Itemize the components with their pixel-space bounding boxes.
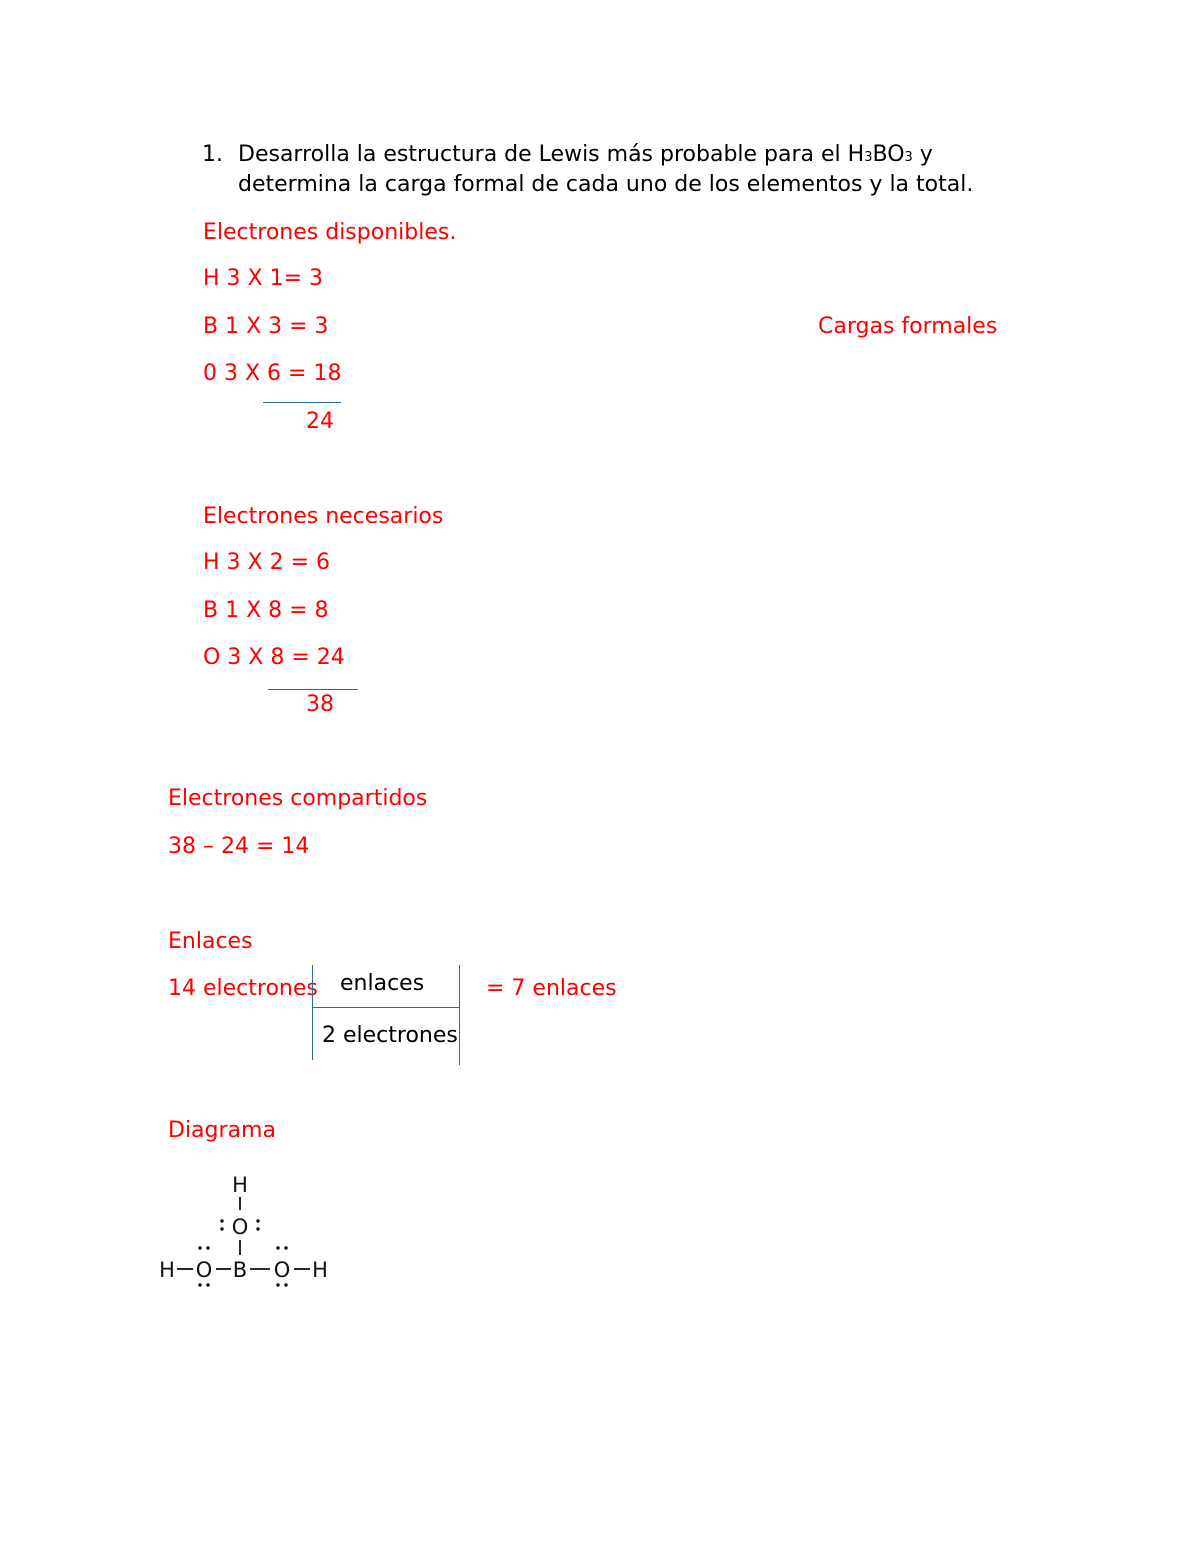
question-line-2: determina la carga formal de cada uno de los elementos y la total.: [238, 172, 974, 197]
necesarios-row-h: H 3 X 2 = 6: [203, 550, 331, 575]
heading-compartidos: Electrones compartidos: [168, 786, 428, 811]
heading-disponibles: Electrones disponibles.: [203, 220, 457, 245]
lone-pair-dot: [206, 1283, 209, 1286]
atom-o-top: O: [231, 1215, 249, 1239]
subscript-3-o: 3: [904, 150, 913, 165]
cargas-formales-label: Cargas formales: [818, 314, 998, 339]
atom-h-top: H: [232, 1173, 248, 1197]
subscript-3-h: 3: [864, 150, 873, 165]
fraction-right-bar: [459, 965, 460, 1065]
question-line-1-end: y: [912, 142, 933, 167]
compartidos-equation: 38 – 24 = 14: [168, 834, 310, 859]
lone-pair-dot: [256, 1219, 259, 1222]
lone-pair-dot: [284, 1283, 287, 1286]
lone-pair-dot: [256, 1227, 259, 1230]
enlaces-left: 14 electrones: [168, 976, 318, 1001]
question-number: 1.: [202, 142, 223, 167]
fraction-denominator: 2 electrones: [322, 1023, 458, 1048]
lone-pair-dot: [276, 1246, 279, 1249]
lone-pair-dot: [220, 1227, 223, 1230]
sum-rule-necesarios: [268, 689, 358, 690]
necesarios-total: 38: [306, 692, 334, 717]
lone-pair-dot: [198, 1246, 201, 1249]
atom-b: B: [232, 1258, 248, 1282]
disponibles-total: 24: [306, 409, 334, 434]
fraction-left-bar: [312, 965, 313, 1060]
fraction-line: [313, 1007, 459, 1008]
atom-o-right: O: [273, 1258, 291, 1282]
fraction-numerator: enlaces: [340, 971, 425, 996]
lone-pair-dot: [198, 1283, 201, 1286]
necesarios-row-b: B 1 X 8 = 8: [203, 598, 329, 623]
question-line-1: [238, 144, 933, 166]
question-line-1-text: Desarrolla la estructura de Lewis más probable para el H: [238, 142, 865, 167]
lone-pair-dot: [206, 1246, 209, 1249]
heading-enlaces: Enlaces: [168, 929, 253, 954]
lewis-structure-diagram: [150, 1165, 350, 1295]
atom-h-right: H: [312, 1258, 328, 1282]
necesarios-row-o: O 3 X 8 = 24: [203, 645, 345, 670]
disponibles-row-b: B 1 X 3 = 3: [203, 314, 329, 339]
enlaces-result: = 7 enlaces: [486, 976, 617, 1001]
lone-pair-dot: [284, 1246, 287, 1249]
atom-o-left: O: [195, 1258, 213, 1282]
lone-pair-dot: [220, 1219, 223, 1222]
heading-diagrama: Diagrama: [168, 1118, 276, 1143]
heading-necesarios: Electrones necesarios: [203, 504, 444, 529]
atom-h-left: H: [159, 1258, 175, 1282]
disponibles-row-h: H 3 X 1= 3: [203, 266, 324, 291]
lone-pair-dot: [276, 1283, 279, 1286]
sum-rule-disponibles: [263, 402, 341, 403]
formula-bo: BO: [872, 142, 905, 167]
disponibles-row-o: 0 3 X 6 = 18: [203, 361, 342, 386]
